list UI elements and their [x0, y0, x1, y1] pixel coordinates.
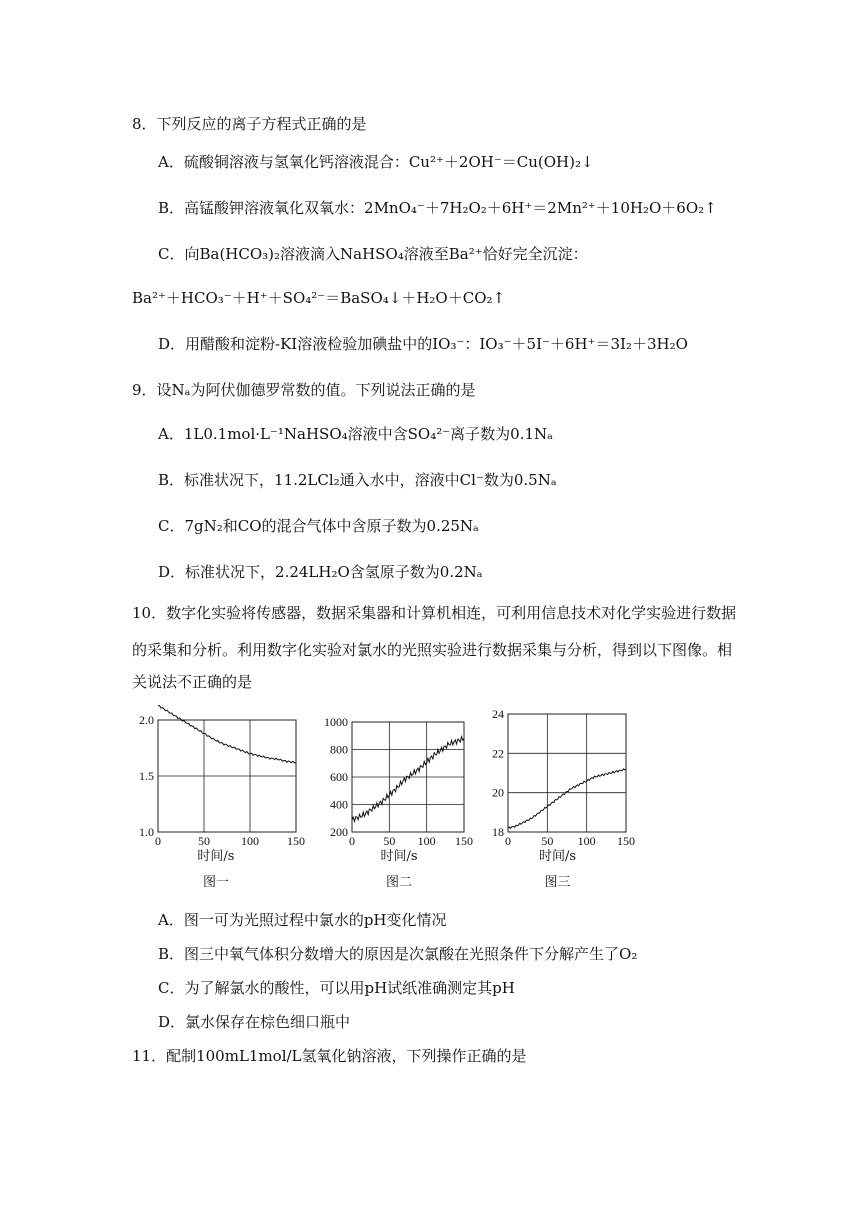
- x-tick-label: 100: [577, 834, 596, 848]
- y-tick-label: 24: [492, 707, 504, 721]
- chart-figure-1: [112, 700, 327, 900]
- chart-figure-3: [472, 700, 687, 900]
- q8-option-a: A．硫酸铜溶液与氢氧化钙溶液混合：Cu²⁺＋2OH⁻＝Cu(OH)₂↓: [158, 153, 594, 171]
- y-tick-label: 18: [492, 825, 504, 839]
- y-tick-label: 22: [492, 746, 504, 761]
- x-tick-label: 0: [155, 834, 161, 848]
- y-tick-label: 1000: [324, 715, 348, 729]
- x-axis-label: 时间/s: [539, 849, 577, 864]
- y-tick-label: 800: [330, 742, 348, 757]
- q9-option-b: B．标准状况下，11.2LCl₂通入水中，溶液中Cl⁻数为0.5Nₐ: [158, 471, 557, 489]
- q11-stem: 11．配制100mL1mol/L氢氧化钠溶液，下列操作正确的是: [132, 1047, 527, 1065]
- figure-caption: 图二: [386, 875, 413, 890]
- q10-option-a: A．图一可为光照过程中氯水的pH变化情况: [158, 911, 447, 929]
- q9-option-c: C．7gN₂和CO的混合气体中含原子数为0.25Nₐ: [158, 517, 479, 535]
- y-tick-label: 2.0: [139, 713, 154, 727]
- y-tick-label: 200: [330, 825, 348, 839]
- y-tick-label: 400: [330, 797, 348, 812]
- q8-stem: 8．下列反应的离子方程式正确的是: [132, 115, 367, 133]
- q8-option-b: B．高锰酸钾溶液氧化双氧水：2MnO₄⁻＋7H₂O₂＋6H⁺＝2Mn²⁺＋10H₂O＋6O₂↑: [158, 199, 717, 217]
- q9-stem: 9．设Nₐ为阿伏伽德罗常数的值。下列说法正确的是: [132, 381, 476, 399]
- figure-caption: 图一: [202, 875, 229, 890]
- x-tick-label: 50: [198, 834, 210, 848]
- q8-option-d: D．用醋酸和淀粉-KI溶液检验加碘盐中的IO₃⁻：IO₃⁻＋5I⁻＋6H⁺＝3I₂＋3H₂O: [158, 335, 688, 353]
- y-tick-label: 1.0: [139, 825, 154, 839]
- x-tick-label: 50: [541, 834, 554, 848]
- q10-stem-line2: 的采集和分析。利用数字化实验对氯水的光照实验进行数据采集与分析，得到以下图像。相: [132, 641, 733, 659]
- x-tick-label: 100: [241, 834, 259, 848]
- x-tick-label: 150: [455, 834, 473, 848]
- x-tick-label: 0: [349, 834, 355, 848]
- x-axis-label: 时间/s: [380, 849, 418, 864]
- x-axis-label: 时间/s: [197, 849, 235, 864]
- x-tick-label: 0: [505, 834, 511, 848]
- q9-option-a: A．1L0.1mol·L⁻¹NaHSO₄溶液中含SO₄²⁻离子数为0.1Nₐ: [158, 425, 553, 443]
- q10-option-d: D．氯水保存在棕色细口瓶中: [158, 1013, 351, 1031]
- q10-stem-line3: 关说法不正确的是: [132, 673, 253, 691]
- y-tick-label: 1.5: [139, 769, 154, 783]
- q10-option-b: B．图三中氧气体积分数增大的原因是次氯酸在光照条件下分解产生了O₂: [158, 945, 638, 963]
- q9-option-d: D．标准状况下，2.24LH₂O含氢原子数为0.2Nₐ: [158, 563, 483, 581]
- q8-option-c-equation: Ba²⁺＋HCO₃⁻＋H⁺＋SO₄²⁻＝BaSO₄↓＋H₂O＋CO₂↑: [132, 289, 506, 307]
- q10-stem-line1: 10．数字化实验将传感器，数据采集器和计算机相连，可利用信息技术对化学实验进行数据: [132, 604, 737, 622]
- q8-option-c: C．向Ba(HCO₃)₂溶液滴入NaHSO₄溶液至Ba²⁺恰好完全沉淀：: [158, 245, 588, 263]
- figure-caption: 图三: [544, 875, 571, 890]
- y-tick-label: 600: [330, 770, 348, 784]
- x-tick-label: 100: [417, 834, 436, 848]
- data-series-line: [158, 705, 296, 762]
- x-tick-label: 50: [383, 834, 396, 848]
- data-series-line: [508, 769, 626, 829]
- x-tick-label: 150: [287, 834, 305, 848]
- x-tick-label: 150: [617, 834, 635, 848]
- y-tick-label: 20: [492, 785, 504, 800]
- q10-option-c: C．为了解氯水的酸性，可以用pH试纸准确测定其pH: [158, 979, 515, 997]
